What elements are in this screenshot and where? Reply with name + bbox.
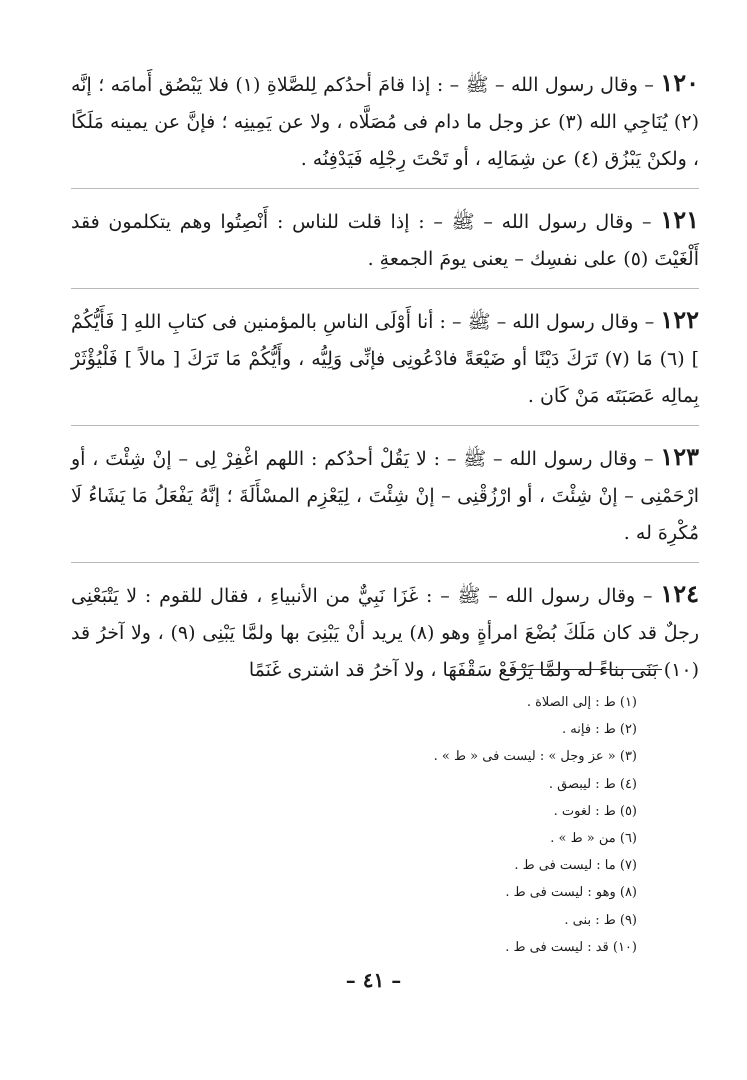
footnote: (٩) ط : بنى . [564, 912, 637, 928]
footnote: (١٠) قد : ليست فى ط . [505, 939, 637, 955]
hadith-number: ١٢٢ [660, 305, 699, 334]
hadith-number: ١٢١ [660, 205, 699, 234]
hadith-text: – وقال رسول الله – ﷺ – : إذا قلت للناس : أَنْصِتُوا وهم يتكلمون فقد أَلْغَيْتَ (٥) على نفسِك – يعنى يومَ الجمعةِ . [71, 211, 699, 270]
footnote: (٧) ما : ليست فى ط . [514, 858, 637, 874]
hadith-120 [71, 58, 699, 184]
hadith-list [71, 58, 699, 695]
footnote: (٣) « عز وجل » : ليست فى « ط » . [433, 749, 637, 765]
hadith-number: ١٢٠ [660, 68, 700, 97]
hadith-122 [71, 295, 699, 421]
hadith-text: – وقال رسول الله – ﷺ – : أنا أَوْلَى الناسِ بالمؤمنين فى كتابِ اللهِ [ فَأَيُّكُمْ ] (٦) مَا (٧) تَرَكَ دَيْنًا أو ضَيْعَةً فادْعُونِى فإنِّى وَلِيُّه ، وأَيُّكُمْ مَا تَرَكَ [ مالاً ] فَلْيُؤْثَرْ بِمالِه عَصَبَتَه مَنْ كَان . [71, 311, 699, 407]
hadith-number: ١٢٣ [660, 442, 699, 471]
hadith-text: – وقال رسول الله – ﷺ – : غَزَا نَبِيٌّ من الأنبياءِ ، فقال للقوم : لا يَتْبَعْنِى رجلٌ قد كان مَلَكَ بُضْعَ امرأةٍ وهو (٨) يريد أنْ يَبْنِىَ بها ولمَّا يَبْنِى (٩) ، ولا آخرُ قد (١٠) بَنَى بناءً له ولمَّا يَرْفَعْ سَقْفَهَا ، ولا آخرُ قد اشترى غَنَمًا [71, 585, 700, 681]
section-divider [71, 288, 699, 289]
section-divider [71, 188, 699, 189]
footnote-rule [511, 669, 662, 670]
footnote: (٨) وهو : ليست فى ط . [505, 885, 637, 901]
footnote: (٦) من « ط » . [550, 830, 637, 846]
page-number: – ٤١ – [345, 968, 402, 992]
footnote: (١) ط : إلى الصلاة . [526, 695, 637, 710]
footnote: (٤) ط : ليبصق . [548, 776, 637, 792]
hadith-123 [71, 432, 699, 558]
hadith-number: ١٢٤ [660, 579, 699, 608]
hadith-text: – وقال رسول الله – ﷺ – : إذا قامَ أحدُكم لِلصَّلاةِ (١) فلا يَبْصُق أَمامَه ؛ إنَّه (٢) يُنَاجِي الله (٣) عز وجل ما دام فى مُصَلَّاه ، ولا عن يَمِينِه ؛ فإنَّ عن يمينه مَلَكًا ، ولكنْ يَبْزُق (٤) عن شِمَالِه ، أو تَحْتَ رِجْلِه فَيَدْفِنُه . [71, 74, 699, 170]
hadith-124 [71, 569, 699, 695]
section-divider [71, 562, 699, 563]
section-divider [71, 425, 699, 426]
hadith-text: – وقال رسول الله – ﷺ – : لا يَقُلْ أحدُكم : اللهم اغْفِرْ لِى – إنْ شِئْتَ ، أو ارْحَمْنِى – إنْ شِئْتَ ، أو ارْزُقْنِى – إنْ شِئْتَ ، لِيَعْزِم المسْأَلَةَ ؛ إنَّهُ يَفْعَلُ مَا يَشَاءُ لَا مُكْرِهَ له . [71, 448, 699, 544]
footnote: (٢) ط : فإنه . [562, 722, 637, 738]
footnote-list [77, 689, 637, 961]
hadith-121 [71, 195, 699, 284]
footnote: (٥) ط : لغوت . [553, 803, 637, 819]
